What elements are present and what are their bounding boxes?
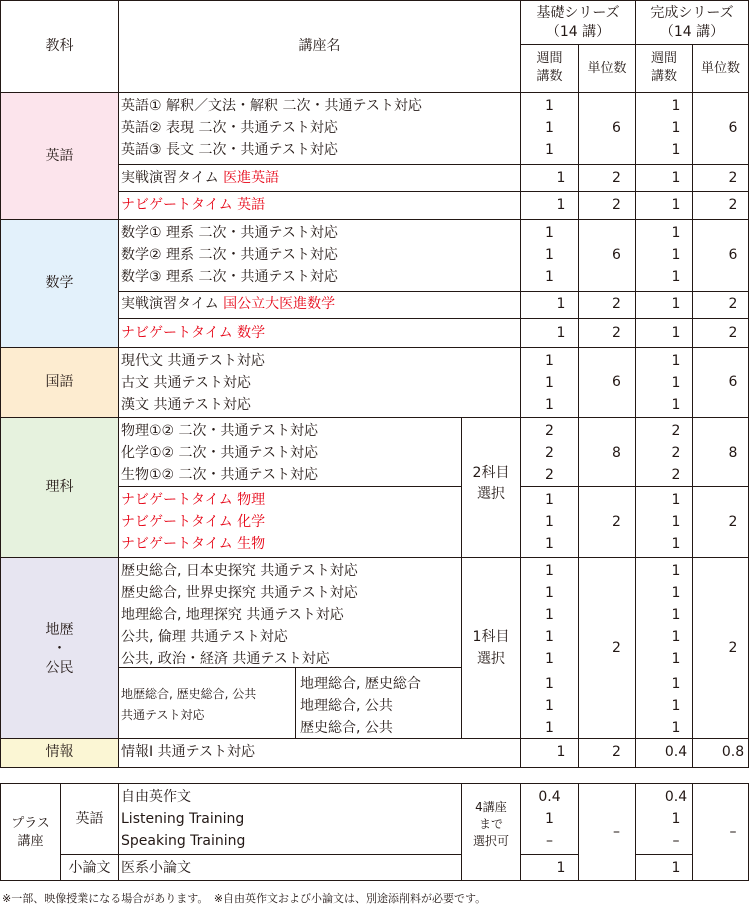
course-name: 地理総合, 公共	[300, 698, 393, 714]
count-value: 2	[545, 423, 554, 439]
count-value: 1	[545, 514, 554, 530]
count-value: 1	[671, 651, 681, 667]
course-name: 漢文 共通テスト対応	[121, 397, 251, 413]
value-cell: 1	[671, 296, 681, 312]
course-name: 地理総合, 地理探究 共通テスト対応	[121, 607, 344, 623]
subject-science: 理科	[45, 479, 74, 495]
count-value: 1	[671, 492, 681, 508]
plus-essay-course: 医系小論文	[121, 860, 191, 876]
japanese-kansei-units: 6	[728, 374, 738, 390]
course-name: 歴史総合, 公共	[300, 720, 393, 736]
subject-english: 英語	[45, 148, 74, 164]
plus-max-until: まで	[478, 817, 503, 831]
count-value: 1	[671, 585, 681, 601]
header-course: 講座名	[298, 38, 341, 54]
count-value: 1	[545, 536, 554, 552]
count-value: 1	[545, 676, 554, 692]
count-value: 1	[671, 225, 681, 241]
subject-info: 情報	[45, 744, 74, 760]
count-value: 2	[671, 445, 681, 461]
count-value: 1	[545, 98, 554, 114]
subject-social-dot: ・	[52, 641, 67, 657]
jissen-label: 実戦演習タイム	[121, 170, 224, 186]
english-course-list	[121, 95, 422, 161]
value-cell: 2	[612, 296, 621, 312]
value-cell: 2	[728, 325, 738, 341]
count-value: 2	[671, 423, 681, 439]
count-value: 1	[671, 247, 681, 263]
math-jissen	[121, 297, 335, 311]
course-name: 古文 共通テスト対応	[121, 375, 251, 391]
plus-label-sub: 講座	[17, 834, 44, 849]
english-navi: ナビゲートタイム 英語	[121, 197, 266, 213]
plus-label: プラス	[11, 816, 50, 831]
course-name: 数学① 理系 二次・共通テスト対応	[121, 225, 338, 241]
count-value: 1	[545, 629, 554, 645]
count-value: 0.4	[538, 789, 561, 805]
count-value: 1	[545, 811, 554, 827]
course-name: ナビゲートタイム 生物	[121, 536, 266, 552]
value-cell: 2	[728, 296, 738, 312]
plus-course-list	[121, 786, 245, 852]
course-name: Speaking Training	[121, 833, 246, 849]
count-value: 1	[545, 142, 554, 158]
count-value: 1	[671, 536, 681, 552]
math-navi: ナビゲートタイム 数学	[121, 325, 266, 341]
count-value: 1	[545, 607, 554, 623]
header-units: 単位数	[587, 61, 627, 76]
english-kansei-units: 6	[728, 120, 738, 136]
header-kiso: 基礎シリーズ	[536, 5, 620, 21]
count-value: 1	[671, 353, 681, 369]
header-subject: 教科	[45, 38, 74, 54]
count-value: –	[546, 833, 553, 849]
header-weekly-count: 講数	[650, 69, 677, 84]
social-select-count: 1科目	[472, 629, 510, 645]
science-navi-kiso-counts	[521, 489, 578, 555]
math-kansei-units: 6	[728, 247, 738, 263]
plus-essay: 小論文	[68, 860, 111, 876]
math-kiso-units: 6	[612, 247, 621, 263]
science-kansei-units: 8	[728, 445, 738, 461]
course-name: 英語② 表現 二次・共通テスト対応	[121, 120, 338, 136]
value-cell: 1	[556, 170, 566, 186]
english-kiso-units: 6	[612, 120, 621, 136]
count-value: 1	[671, 607, 681, 623]
social-right-combo-list	[300, 673, 421, 739]
count-value: 1	[545, 397, 554, 413]
subject-japanese: 国語	[45, 374, 74, 390]
count-value: 2	[545, 445, 554, 461]
science-navi-kansei-units: 2	[728, 514, 738, 530]
count-value: 1	[671, 720, 681, 736]
count-value: 1	[545, 585, 554, 601]
count-value: 1	[671, 375, 681, 391]
count-value: 1	[671, 811, 681, 827]
count-value: 1	[545, 698, 554, 714]
count-value: 1	[671, 676, 681, 692]
value-cell: 1	[556, 325, 566, 341]
value-cell: 2	[612, 325, 621, 341]
value-cell: 2	[612, 744, 621, 760]
course-name: 英語③ 長文 二次・共通テスト対応	[121, 142, 338, 158]
value-cell: 1	[556, 744, 566, 760]
value-cell: 0.4	[664, 744, 688, 760]
value-cell: 1	[556, 296, 566, 312]
value-cell: 0.8	[721, 744, 745, 760]
course-name: ナビゲートタイム 物理	[121, 492, 266, 508]
course-name: ナビゲートタイム 化学	[121, 514, 266, 530]
count-value: 1	[545, 225, 554, 241]
subject-social-civics: 公民	[45, 660, 74, 676]
count-value: 1	[545, 563, 554, 579]
course-name: Listening Training	[121, 811, 245, 827]
plus-max-count: 4講座	[475, 800, 507, 814]
social-kiso-counts-upper	[521, 560, 578, 670]
value-cell: 1	[671, 325, 681, 341]
info-course: 情報Ⅰ 共通テスト対応	[121, 744, 256, 760]
course-name: 公共, 政治・経済 共通テスト対応	[121, 651, 330, 667]
value-cell: 1	[671, 197, 681, 213]
course-name: 歴史総合, 世界史探究 共通テスト対応	[121, 585, 358, 601]
count-value: –	[672, 833, 680, 849]
count-value: 1	[545, 353, 554, 369]
count-value: 2	[545, 467, 554, 483]
course-name: 自由英作文	[121, 789, 191, 805]
japanese-kiso-units: 6	[612, 374, 621, 390]
plus-kiso-units: –	[613, 824, 620, 840]
count-value: 1	[545, 375, 554, 391]
plus-english: 英語	[75, 811, 104, 827]
count-value: 1	[545, 247, 554, 263]
header-kansei: 完成シリーズ	[650, 5, 734, 21]
footer-note: ※一部、映像授業になる場合があります。 ※自由英作文および小論文は、別途添削料が必要です。	[2, 892, 487, 905]
english-jissen	[121, 171, 279, 185]
count-value: 1	[671, 397, 681, 413]
header-units: 単位数	[700, 61, 740, 76]
course-name: 化学①② 二次・共通テスト対応	[121, 445, 318, 461]
math-course-list	[121, 222, 338, 288]
social-left-combo: 地歴総合, 歴史総合, 公共	[121, 687, 257, 701]
value-cell: 2	[728, 197, 738, 213]
count-value: 1	[671, 120, 681, 136]
count-value: 1	[545, 120, 554, 136]
value-cell: 1	[671, 170, 681, 186]
plus-kansei-units: –	[729, 824, 737, 840]
count-value: 1	[545, 269, 554, 285]
header-weekly: 週間	[536, 51, 563, 66]
course-name: 歴史総合, 日本史探究 共通テスト対応	[121, 563, 358, 579]
header-kiso-sub: （14 講）	[545, 24, 611, 40]
japanese-course-list	[121, 350, 265, 416]
social-kiso-units: 2	[612, 640, 621, 656]
jissen-red-label: 医進英語	[223, 170, 280, 186]
plus-kiso-counts	[521, 786, 578, 852]
value-cell: 2	[612, 197, 621, 213]
value-cell: 1	[556, 197, 566, 213]
plus-max-selectable: 選択可	[472, 834, 509, 848]
japanese-kiso-counts	[521, 350, 578, 416]
science-select-count: 2科目	[472, 465, 510, 481]
count-value: 1	[671, 142, 681, 158]
count-value: 1	[671, 98, 681, 114]
math-kiso-counts	[521, 222, 578, 288]
subject-social: 地歴	[45, 622, 74, 638]
social-select-label: 選択	[477, 651, 505, 667]
english-kiso-counts	[521, 95, 578, 161]
social-left-combo-sub: 共通テスト対応	[121, 708, 205, 722]
course-name: 数学② 理系 二次・共通テスト対応	[121, 247, 338, 263]
count-value: 1	[671, 269, 681, 285]
value-cell: 2	[612, 170, 621, 186]
count-value: 1	[671, 514, 681, 530]
plus-essay-kansei: 1	[671, 860, 681, 876]
count-value: 1	[671, 563, 681, 579]
course-name: 英語① 解釈／文法・解釈 二次・共通テスト対応	[121, 98, 422, 114]
course-name: 物理①② 二次・共通テスト対応	[121, 423, 318, 439]
course-name: 生物①② 二次・共通テスト対応	[121, 467, 318, 483]
count-value: 1	[671, 698, 681, 714]
science-navi-kiso-units: 2	[612, 514, 621, 530]
count-value: 1	[671, 629, 681, 645]
value-cell: 2	[728, 170, 738, 186]
social-kansei-counts-lower	[636, 673, 716, 739]
header-weekly: 週間	[650, 51, 677, 66]
plus-essay-kiso: 1	[556, 860, 566, 876]
course-name: 公共, 倫理 共通テスト対応	[121, 629, 288, 645]
count-value: 2	[671, 467, 681, 483]
course-name: 数学③ 理系 二次・共通テスト対応	[121, 269, 338, 285]
jissen-label: 実戦演習タイム	[121, 296, 224, 312]
count-value: 1	[545, 492, 554, 508]
count-value: 0.4	[664, 789, 688, 805]
header-kansei-sub: （14 講）	[659, 24, 725, 40]
social-kiso-counts-lower	[521, 673, 578, 739]
course-name: 現代文 共通テスト対応	[121, 353, 265, 369]
subject-math: 数学	[45, 275, 74, 291]
jissen-red-label: 国公立大医進数学	[223, 296, 336, 312]
social-kansei-units: 2	[728, 640, 738, 656]
count-value: 1	[545, 651, 554, 667]
science-navi-list	[121, 489, 265, 555]
count-value: 1	[545, 720, 554, 736]
science-kiso-counts	[521, 420, 578, 486]
science-kiso-units: 8	[612, 445, 621, 461]
social-course-list	[121, 560, 358, 670]
science-course-list	[121, 420, 318, 486]
header-weekly-count: 講数	[536, 69, 563, 84]
science-select-label: 選択	[477, 486, 505, 502]
plus-kansei-counts	[636, 786, 716, 852]
course-name: 地理総合, 歴史総合	[300, 676, 421, 692]
